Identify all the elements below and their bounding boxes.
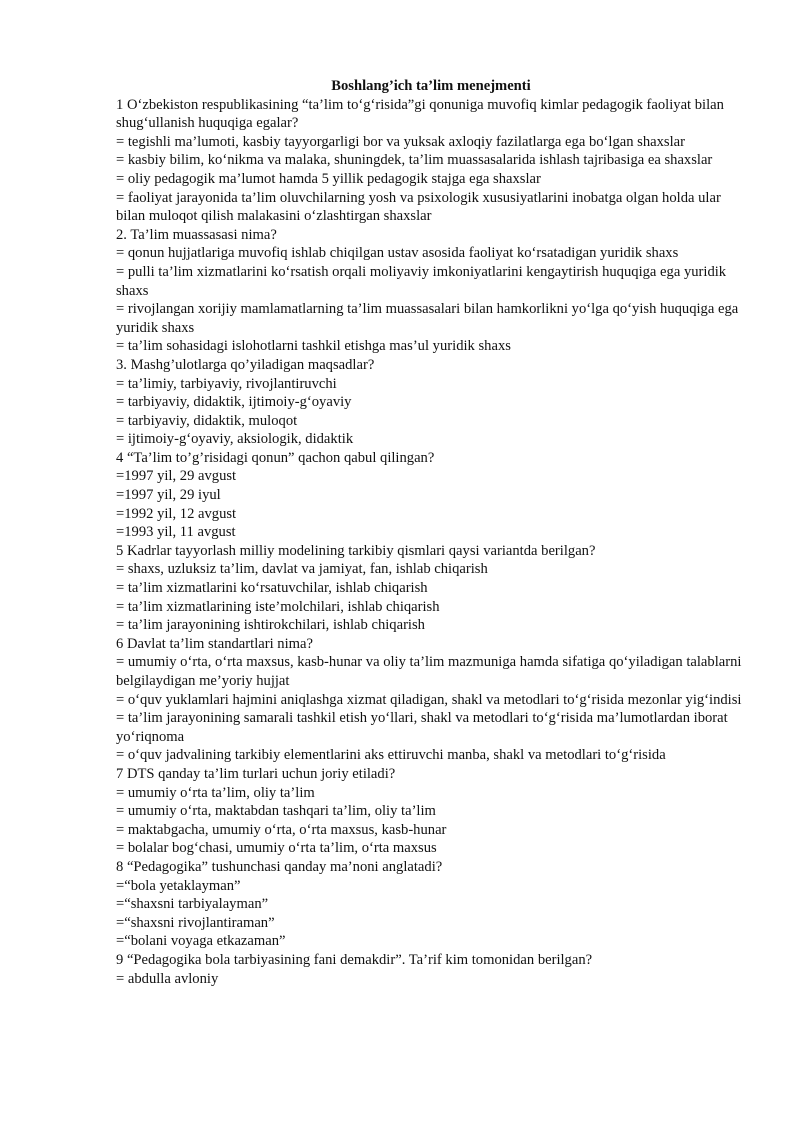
answer-option: =1997 yil, 29 avgust	[116, 468, 237, 485]
question-text: 4 “Ta’lim to’g’risidagi qonun” qachon qabul qilingan?	[116, 449, 435, 466]
answer-option: = tarbiyaviy, didaktik, ijtimoiy-g‘oyaviy	[116, 394, 352, 411]
answer-option: =1993 yil, 11 avgust	[116, 524, 236, 541]
answer-option: = umumiy o‘rta ta’lim, oliy ta’lim	[116, 784, 315, 801]
answer-option: = tarbiyaviy, didaktik, muloqot	[116, 412, 298, 429]
answer-option: = bolalar bog‘chasi, umumiy o‘rta ta’lim, o‘rta maxsus	[116, 840, 437, 857]
question-text: 6 Davlat ta’lim standartlari nima?	[116, 635, 313, 652]
question-text: 3. Mashg’ulotlarga qo’yiladigan maqsadlar?	[116, 356, 375, 373]
answer-option: = kasbiy bilim, ko‘nikma va malaka, shuningdek, ta’lim muassasalarida ishlash tajribasiga ea shaxslar	[116, 152, 713, 169]
question-text: 1 O‘zbekiston respublikasining “ta’lim to‘g‘risida”gi qonuniga muvofiq kimlar pedagogik faoliyat bilan shug‘ullanish huquqiga egalar?	[116, 96, 724, 132]
question-text: 2. Ta’lim muassasasi nima?	[116, 226, 277, 243]
answer-option: =“shaxsni tarbiyalayman”	[116, 896, 269, 913]
answer-option: =“bola yetaklayman”	[116, 877, 241, 894]
question-text: 5 Kadrlar tayyorlash milliy modelining tarkibiy qismlari qaysi variantda berilgan?	[116, 542, 596, 559]
answer-option: = qonun hujjatlariga muvofiq ishlab chiqilgan ustav asosida faoliyat ko‘rsatadigan yuridik shaxs	[116, 245, 679, 262]
answer-option: = faoliyat jarayonida ta’lim oluvchilarning yosh va psixologik xususiyatlarini inobatga olgan holda ular bilan muloqot qilish malakasini o‘zlashtirgan shaxslar	[116, 189, 721, 225]
document-page	[116, 77, 746, 988]
document-body	[116, 96, 746, 989]
answer-option: = ta’limiy, tarbiyaviy, rivojlantiruvchi	[116, 375, 337, 392]
answer-option: = ta’lim sohasidagi islohotlarni tashkil etishga mas’ul yuridik shaxs	[116, 338, 511, 355]
question-text: 9 “Pedagogika bola tarbiyasining fani demakdir”. Ta’rif kim tomonidan berilgan?	[116, 951, 593, 968]
answer-option: = maktabgacha, umumiy o‘rta, o‘rta maxsus, kasb-hunar	[116, 821, 447, 838]
question-text: 8 “Pedagogika” tushunchasi qanday ma’noni anglatadi?	[116, 858, 443, 875]
answer-option: = o‘quv yuklamlari hajmini aniqlashga xizmat qiladigan, shakl va metodlari to‘g‘risida mezonlar yig‘indisi	[116, 691, 742, 708]
document-title: Boshlang’ich ta’lim menejmenti	[331, 78, 531, 94]
answer-option: = ta’lim jarayonining ishtirokchilari, ishlab chiqarish	[116, 617, 425, 634]
answer-option: = tegishli ma’lumoti, kasbiy tayyorgarligi bor va yuksak axloqiy fazilatlarga ega bo‘lgan shaxslar	[116, 133, 685, 150]
answer-option: = shaxs, uzluksiz ta’lim, davlat va jamiyat, fan, ishlab chiqarish	[116, 561, 488, 578]
answer-option: = o‘quv jadvalining tarkibiy elementlarini aks ettiruvchi manba, shakl va metodlari to‘g‘risida	[116, 747, 666, 764]
answer-option: =“shaxsni rivojlantiraman”	[116, 914, 275, 931]
answer-option: = oliy pedagogik ma’lumot hamda 5 yillik pedagogik stajga ega shaxslar	[116, 170, 541, 187]
answer-option: = ta’lim xizmatlarining iste’molchilari, ishlab chiqarish	[116, 598, 440, 615]
answer-option: = umumiy o‘rta, maktabdan tashqari ta’lim, oliy ta’lim	[116, 803, 436, 820]
answer-option: =1997 yil, 29 iyul	[116, 487, 221, 504]
answer-option: = ta’lim jarayonining samarali tashkil etish yo‘llari, shakl va metodlari to‘g‘risida ma’lumotlardan iborat yo‘riqnoma	[116, 710, 728, 745]
question-text: 7 DTS qanday ta’lim turlari uchun joriy etiladi?	[116, 765, 396, 782]
answer-option: = umumiy o‘rta, o‘rta maxsus, kasb-hunar va oliy ta’lim mazmuniga hamda sifatiga qo‘yiladigan talablarni belgilaydigan me’yoriy hujjat	[116, 654, 742, 689]
answer-option: = rivojlangan xorijiy mamlamatlarning ta’lim muassasalari bilan hamkorlikni yo‘lga qo‘yish huquqiga ega yuridik shaxs	[116, 301, 739, 336]
answer-option: =“bolani voyaga etkazaman”	[116, 933, 286, 950]
answer-option: = ta’lim xizmatlarini ko‘rsatuvchilar, ishlab chiqarish	[116, 580, 428, 597]
answer-option: =1992 yil, 12 avgust	[116, 505, 237, 522]
answer-option: = pulli ta’lim xizmatlarini ko‘rsatish orqali moliyaviy imkoniyatlarini kengaytirish huquqiga ega yuridik shaxs	[116, 263, 727, 299]
answer-option: = ijtimoiy-g‘oyaviy, aksiologik, didaktik	[116, 431, 354, 448]
answer-option: = abdulla avloniy	[116, 970, 219, 987]
